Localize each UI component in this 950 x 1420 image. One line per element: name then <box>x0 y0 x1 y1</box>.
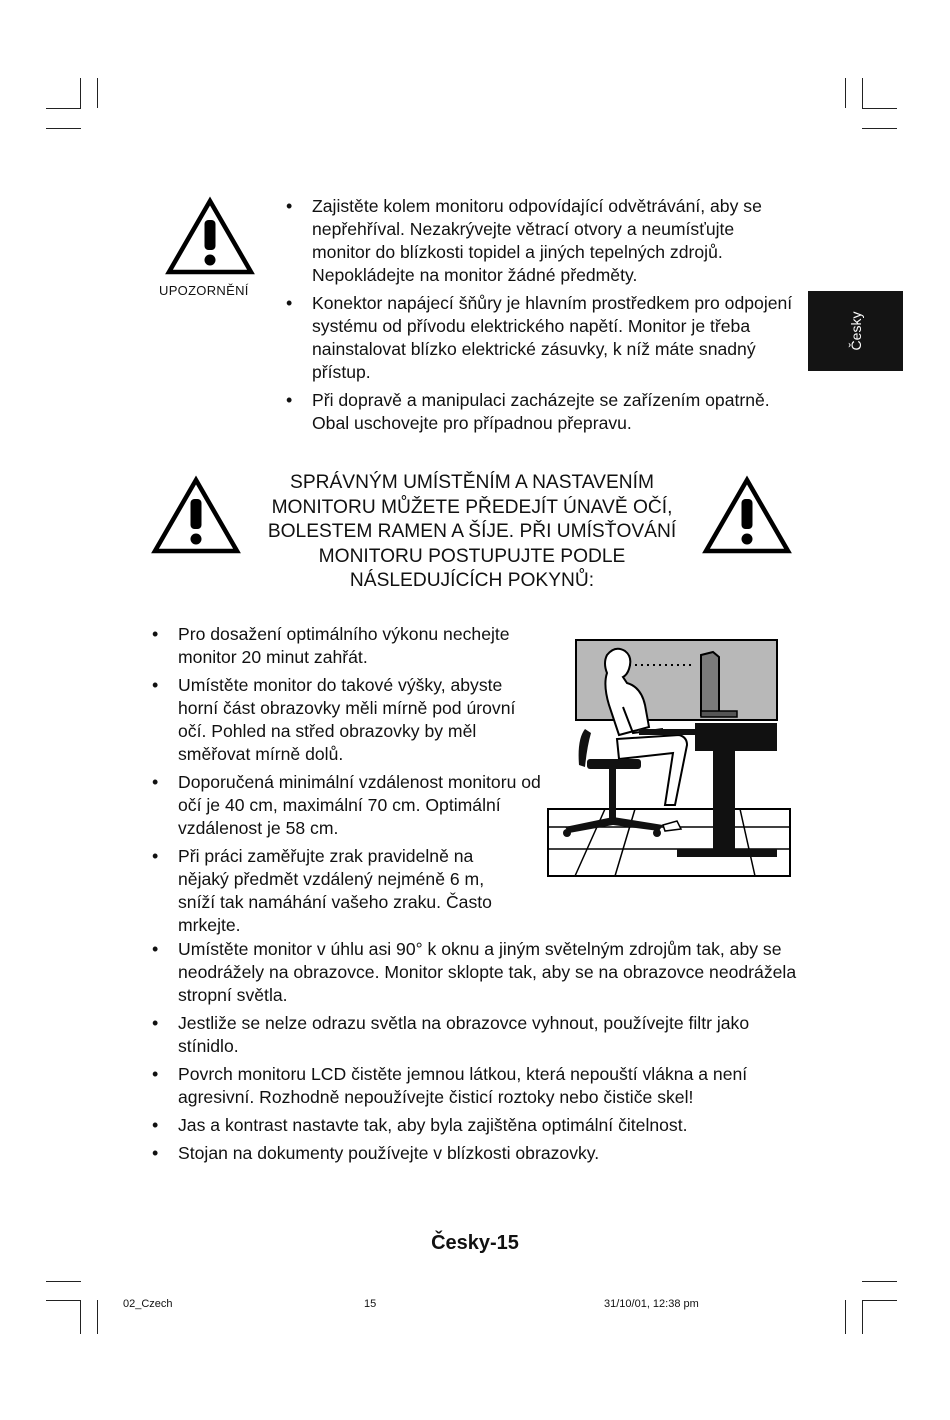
footer-page: 15 <box>364 1298 377 1310</box>
list-item: • Pro dosažení optimálního výkonu nechejte monitor 20 minut zahřát. <box>150 623 545 669</box>
warning-triangle-icon <box>165 196 255 276</box>
ergonomics-list-wide <box>150 938 800 1170</box>
heading-line: BOLESTEM RAMEN A ŠÍJE. PŘI UMÍSŤOVÁNÍ <box>267 521 677 542</box>
list-item: • Jestliže se nelze odrazu světla na obrazovce vyhnout, používejte filtr jako stínidlo. <box>150 1012 800 1058</box>
list-item: • Zajistěte kolem monitoru odpovídající odvětrávání, aby se nepřehříval. Nezakrývejte větrací otvory a neumísťujte monitor do blízkosti topidel a jiných tepelných zdrojů. Nepokládejte na monitor žádné předměty. <box>284 195 794 287</box>
list-item: • Při dopravě a manipulaci zacházejte se zařízením opatrně. Obal uschovejte pro případnou přepravu. <box>284 389 794 435</box>
ergonomics-heading <box>248 471 696 594</box>
ergonomics-list-narrow <box>150 623 545 942</box>
footer-timestamp: 31/10/01, 12:38 pm <box>604 1298 699 1310</box>
list-item: • Konektor napájecí šňůry je hlavním prostředkem pro odpojení systému od přívodu elektrického napětí. Monitor je třeba nainstalovat blízko elektrické zásuvky, k níž máte snadný přístup. <box>284 292 794 384</box>
list-item: • Doporučená minimální vzdálenost monitoru od očí je 40 cm, maximální 70 cm. Optimální vzdálenost je 58 cm. <box>150 771 545 840</box>
warning-triangle-icon <box>702 475 792 555</box>
footer-file: 02_Czech <box>123 1298 173 1310</box>
caution-list <box>284 195 794 440</box>
list-item: • Povrch monitoru LCD čistěte jemnou látkou, která nepouští vlákna a není agresivní. Rozhodně nepoužívejte čisticí roztoky nebo čističe skel! <box>150 1063 800 1109</box>
list-item: • Jas a kontrast nastavte tak, aby byla zajištěna optimální čitelnost. <box>150 1114 800 1137</box>
heading-line: MONITORU POSTUPUJTE PODLE <box>318 545 626 567</box>
heading-line: SPRÁVNÝM UMÍSTĚNÍM A NASTAVENÍM <box>290 472 654 493</box>
language-side-tab <box>808 291 903 371</box>
page-number: Česky-15 <box>431 1232 519 1254</box>
heading-line: MONITORU MŮŽETE PŘEDEJÍT ÚNAVĚ OČÍ, <box>271 496 673 518</box>
heading-line: NÁSLEDUJÍCÍCH POKYNŮ: <box>349 570 595 591</box>
language-side-tab-label: Česky <box>847 311 864 351</box>
list-item: • Umístěte monitor v úhlu asi 90° k oknu a jiným světelným zdrojům tak, aby se neodrážely na obrazovce. Monitor sklopte tak, aby se na obrazovce neodrážela stropní světla. <box>150 938 800 1007</box>
warning-triangle-icon <box>151 475 241 555</box>
caution-caption: UPOZORNĚNÍ <box>159 283 249 298</box>
list-item: • Stojan na dokumenty používejte v blízkosti obrazovky. <box>150 1142 800 1165</box>
list-item: • Umístěte monitor do takové výšky, abyste horní část obrazovky měli mírně pod úrovní očí. Pohled na střed obrazovky by měl směřovat mírně dolů. <box>150 674 545 766</box>
workstation-posture-illustration <box>545 637 795 882</box>
list-item: • Při práci zaměřujte zrak pravidelně na nějaký předmět vzdálený nejméně 6 m, sníží tak namáhání vašeho zraku. Často mrkejte. <box>150 845 508 937</box>
